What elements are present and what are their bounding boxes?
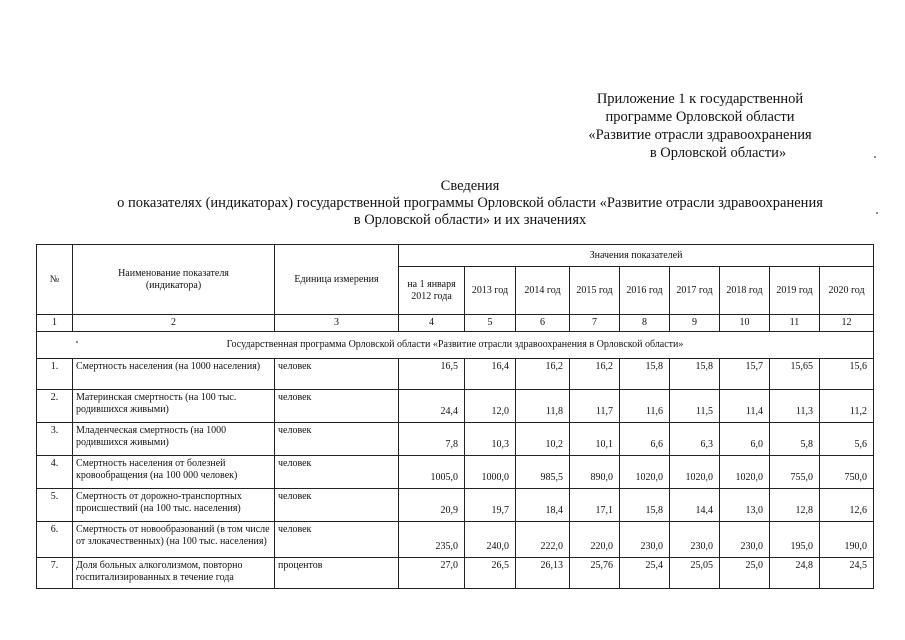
indicator-value: 25,0: [720, 558, 770, 589]
header-year: 2014 год: [516, 267, 570, 315]
indicator-unit: человек: [275, 423, 399, 456]
indicator-value: 6,0: [720, 423, 770, 456]
indicator-value: 985,5: [516, 456, 570, 489]
program-title: Государственная программа Орловской области «Развитие отрасли здравоохранения в Орловской области»: [37, 332, 874, 359]
header-year: 2015 год: [570, 267, 620, 315]
column-number: 4: [399, 315, 465, 332]
indicator-value: 1020,0: [620, 456, 670, 489]
indicator-value: 7,8: [399, 423, 465, 456]
indicator-value: 5,6: [820, 423, 874, 456]
indicator-value: 1020,0: [720, 456, 770, 489]
appendix-note: [560, 90, 840, 162]
indicator-value: 25,4: [620, 558, 670, 589]
indicator-name: Смертность населения от болезней кровообращения (на 100 000 человек): [73, 456, 275, 489]
indicator-value: 11,6: [620, 390, 670, 423]
scan-speck: [874, 156, 876, 158]
indicator-value: 19,7: [465, 489, 516, 522]
appendix-line: Приложение 1 к государственной: [596, 91, 804, 107]
header-year: 2018 год: [720, 267, 770, 315]
indicator-value: 13,0: [720, 489, 770, 522]
indicator-value: 6,3: [670, 423, 720, 456]
indicator-value: 235,0: [399, 522, 465, 558]
column-number: 1: [37, 315, 73, 332]
header-name: Наименование показателя (индикатора): [73, 245, 275, 315]
indicator-value: 15,8: [620, 359, 670, 390]
header-unit: Единица измерения: [275, 245, 399, 315]
indicator-name: Смертность населения (на 1000 населения): [73, 359, 275, 390]
indicator-value: 27,0: [399, 558, 465, 589]
appendix-line: «Развитие отрасли здравоохранения: [588, 127, 812, 143]
indicator-value: 17,1: [570, 489, 620, 522]
indicator-value: 190,0: [820, 522, 874, 558]
indicator-value: 240,0: [465, 522, 516, 558]
indicator-name: Материнская смертность (на 100 тыс. родившихся живыми): [73, 390, 275, 423]
indicator-value: 26,5: [465, 558, 516, 589]
indicator-value: 16,4: [465, 359, 516, 390]
column-number: 5: [465, 315, 516, 332]
indicator-value: 222,0: [516, 522, 570, 558]
column-number: 6: [516, 315, 570, 332]
indicator-value: 750,0: [820, 456, 874, 489]
indicator-value: 11,3: [770, 390, 820, 423]
indicator-value: 11,2: [820, 390, 874, 423]
indicator-value: 25,05: [670, 558, 720, 589]
indicator-value: 230,0: [620, 522, 670, 558]
header-year: 2017 год: [670, 267, 720, 315]
indicator-unit: человек: [275, 456, 399, 489]
row-index: 2.: [37, 390, 73, 423]
indicator-value: 12,0: [465, 390, 516, 423]
column-number: 9: [670, 315, 720, 332]
indicator-unit: процентов: [275, 558, 399, 589]
program-title-row: [37, 332, 874, 359]
row-index: 7.: [37, 558, 73, 589]
indicator-value: 230,0: [670, 522, 720, 558]
column-number: 8: [620, 315, 670, 332]
heading-line: о показателях (индикаторах) государственной программы Орловской области «Развитие отрасли здравоохранения: [117, 195, 823, 211]
header-year: 2020 год: [820, 267, 874, 315]
header-row: [37, 245, 874, 267]
indicator-unit: человек: [275, 522, 399, 558]
indicator-value: 15,8: [670, 359, 720, 390]
table-row: [37, 489, 874, 522]
indicator-value: 11,7: [570, 390, 620, 423]
indicator-unit: человек: [275, 359, 399, 390]
column-number: 7: [570, 315, 620, 332]
indicator-value: 18,4: [516, 489, 570, 522]
column-number: 10: [720, 315, 770, 332]
indicator-value: 26,13: [516, 558, 570, 589]
header-year: на 1 января 2012 года: [399, 267, 465, 315]
header-year: 2019 год: [770, 267, 820, 315]
scan-speck: [76, 341, 78, 343]
table-row: [37, 423, 874, 456]
indicator-value: 220,0: [570, 522, 620, 558]
column-numbers-row: [37, 315, 874, 332]
indicator-value: 24,4: [399, 390, 465, 423]
header-year: 2016 год: [620, 267, 670, 315]
indicator-value: 11,8: [516, 390, 570, 423]
indicator-value: 24,8: [770, 558, 820, 589]
indicator-value: 16,2: [516, 359, 570, 390]
table-row: [37, 522, 874, 558]
indicator-value: 12,6: [820, 489, 874, 522]
indicator-value: 195,0: [770, 522, 820, 558]
indicator-value: 1020,0: [670, 456, 720, 489]
indicator-name: Смертность от дорожно-транспортных происшествий (на 100 тыс. населения): [73, 489, 275, 522]
row-index: 1.: [37, 359, 73, 390]
indicator-value: 230,0: [720, 522, 770, 558]
column-number: 3: [275, 315, 399, 332]
appendix-line: в Орловской области»: [649, 145, 787, 161]
indicator-unit: человек: [275, 489, 399, 522]
indicator-unit: человек: [275, 390, 399, 423]
indicator-value: 15,8: [620, 489, 670, 522]
indicator-value: 15,7: [720, 359, 770, 390]
header-num: №: [37, 245, 73, 315]
table-row: [37, 359, 874, 390]
indicator-value: 15,65: [770, 359, 820, 390]
column-number: 12: [820, 315, 874, 332]
document-heading: [40, 178, 900, 229]
indicator-value: 16,5: [399, 359, 465, 390]
column-number: 2: [73, 315, 275, 332]
indicator-value: 1000,0: [465, 456, 516, 489]
row-index: 4.: [37, 456, 73, 489]
indicators-table: [36, 244, 874, 589]
table-row: [37, 456, 874, 489]
indicator-value: 14,4: [670, 489, 720, 522]
indicator-value: 5,8: [770, 423, 820, 456]
heading-line: в Орловской области» и их значениях: [353, 212, 587, 228]
indicator-value: 16,2: [570, 359, 620, 390]
appendix-line: программе Орловской области: [605, 109, 795, 125]
indicator-name: Доля больных алкоголизмом, повторно госпитализированных в течение года: [73, 558, 275, 589]
indicator-value: 12,8: [770, 489, 820, 522]
indicator-value: 6,6: [620, 423, 670, 456]
scan-speck: [876, 212, 878, 214]
indicator-value: 11,4: [720, 390, 770, 423]
indicator-value: 10,3: [465, 423, 516, 456]
table-row: [37, 558, 874, 589]
indicator-value: 755,0: [770, 456, 820, 489]
indicator-value: 24,5: [820, 558, 874, 589]
indicator-value: 10,2: [516, 423, 570, 456]
indicator-name: Младенческая смертность (на 1000 родившихся живыми): [73, 423, 275, 456]
row-index: 6.: [37, 522, 73, 558]
indicator-value: 1005,0: [399, 456, 465, 489]
indicator-value: 15,6: [820, 359, 874, 390]
header-year: 2013 год: [465, 267, 516, 315]
indicator-name: Смертность от новообразований (в том числе от злокачественных) (на 100 тыс. населения): [73, 522, 275, 558]
header-values-group: Значения показателей: [399, 245, 874, 267]
indicator-value: 20,9: [399, 489, 465, 522]
column-number: 11: [770, 315, 820, 332]
heading-title: Сведения: [440, 178, 500, 194]
indicator-value: 11,5: [670, 390, 720, 423]
indicator-value: 890,0: [570, 456, 620, 489]
indicator-value: 25,76: [570, 558, 620, 589]
row-index: 3.: [37, 423, 73, 456]
row-index: 5.: [37, 489, 73, 522]
table-row: [37, 390, 874, 423]
indicator-value: 10,1: [570, 423, 620, 456]
